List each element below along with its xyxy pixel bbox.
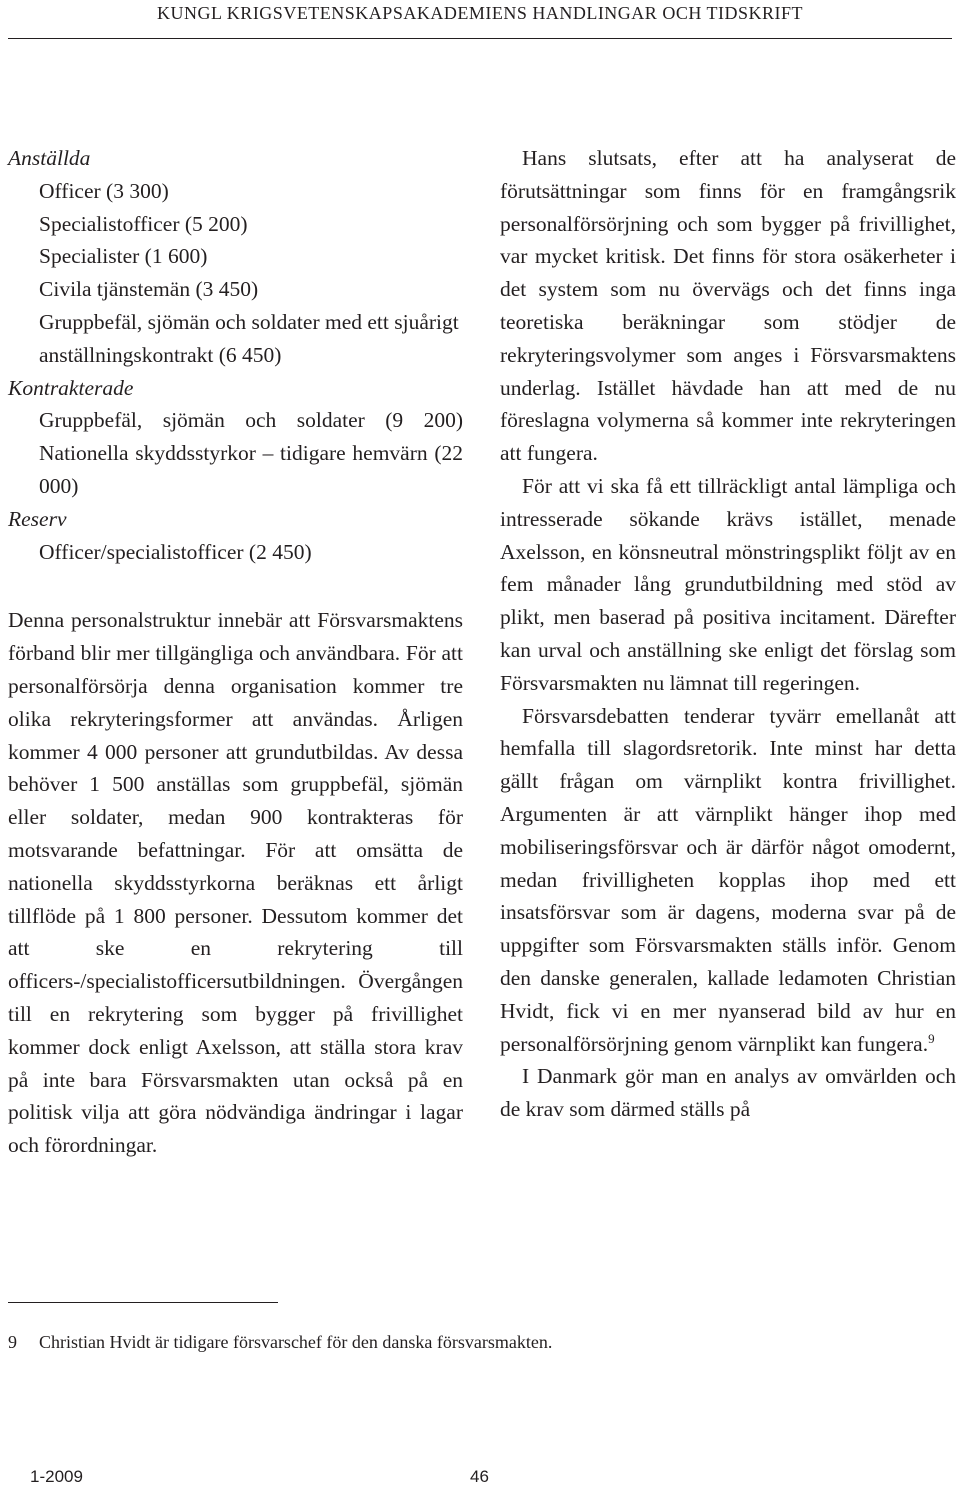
personnel-structure-list (8, 142, 463, 568)
footnote (8, 1330, 552, 1354)
footnote-reference[interactable]: 9 (928, 1030, 935, 1046)
body-paragraph: Hans slutsats, efter att ha analyserat de förutsättningar som finns för en framgångsrik personalförsörjning och som bygger på frivillighet, var mycket kritisk. Det finns för stora osäkerheter i det system som nu övervägs och det finns inga teoretiska beräkningar som stödjer de rekryteringsvolymer som anges i Försvarsmaktens underlag. Istället hävdade han att med de nu föreslagna volymerna så kommer inte rekryteringen att fungera. (500, 146, 956, 466)
running-header: KUNGL KRIGSVETENSKAPSAKADEMIENS HANDLINGAR OCH TIDSKRIFT (156, 3, 803, 23)
list-item: Gruppbefäl, sjömän och soldater (9 200) (39, 408, 463, 433)
list-item: Nationella skyddsstyrkor – tidigare hemvärn (22 000) (39, 441, 463, 498)
issue-label: 1-2009 (30, 1467, 83, 1486)
page-number: 46 (470, 1467, 489, 1486)
footnote-number: 9 (8, 1332, 17, 1352)
right-column (500, 142, 956, 1126)
category-label-kontrakterade: Kontrakterade (8, 375, 134, 400)
category-label-reserv: Reserv (8, 506, 67, 531)
category-label-anstallda: Anställda (8, 146, 91, 170)
footnote-rule (8, 1302, 278, 1303)
body-paragraph: I Danmark gör man en analys av omvärlden och de krav som därmed ställs på (500, 1064, 956, 1122)
body-paragraph: Denna personalstruktur innebär att Försvarsmaktens förband blir mer tillgängliga och användbara. För att personalförsörja denna organisation kommer tre olika rekryteringsformer att användas. Årligen kommer 4 000 personer att grundutbildas. Av dessa behöver 1 500 anställas som gruppbefäl, sjömän eller soldater, medan 900 kontrakteras för motsvarande befattningar. För att omsätta de nationella skyddsstyrkorna beräknas ett årligt tillflöde på 1 800 personer. Dessutom kommer det att ske en rekrytering till officers-/specialistofficersutbildningen. Övergången till en rekrytering som bygger på frivillighet kommer dock enligt Axelsson, att ställa stora krav på inte bara Försvarsmakten utan också på en politisk vilja att göra nödvändiga ändringar i lagar och förordningar. (8, 608, 463, 1158)
list-item: Officer/specialistofficer (2 450) (39, 539, 312, 564)
left-column (8, 142, 463, 1162)
list-item: Civila tjänstemän (3 450) (39, 277, 259, 302)
list-item: Officer (3 300) (39, 178, 169, 203)
header-rule (8, 38, 952, 39)
list-item: Specialistofficer (5 200) (39, 211, 248, 236)
paragraph-text: Försvarsdebatten tenderar tyvärr emellanåt att hemfalla till slagordsretorik. Inte minst har detta gällt frågan om värnplikt kontra frivillighet. Argumenten är att värnplikt hänger ihop med mobiliseringsförsvar och är därför något omodernt, medan frivilligheten kopplas ihop med ett insatsförsvar som är dagens, moderna svar på de uppgifter som Försvarsmakten ställs inför. Genom den danske generalen, kallade ledamoten Christian Hvidt, fick vi en mer nyanserad bild av hur en personalförsörjning genom värnplikt kan fungera. (500, 703, 956, 1056)
body-paragraph: För att vi ska få ett tillräckligt antal lämpliga och intresserade sökande krävs istället, menade Axelsson, en könsneutral mönstringsplikt följt av en fem månader lång grundutbildning med stöd av plikt, men baserad på positiva incitament. Därefter kan urval och anställning ske enligt det förslag som Försvarsmakten nu lämnat till regeringen. (500, 473, 956, 695)
list-item: Gruppbefäl, sjömän och soldater med ett sjuårigt anställningskontrakt (6 450) (39, 309, 459, 367)
footnote-text: Christian Hvidt är tidigare försvarschef för den danska försvarsmakten. (39, 1332, 553, 1352)
body-paragraph (500, 700, 956, 1061)
list-item: Specialister (1 600) (39, 244, 208, 269)
